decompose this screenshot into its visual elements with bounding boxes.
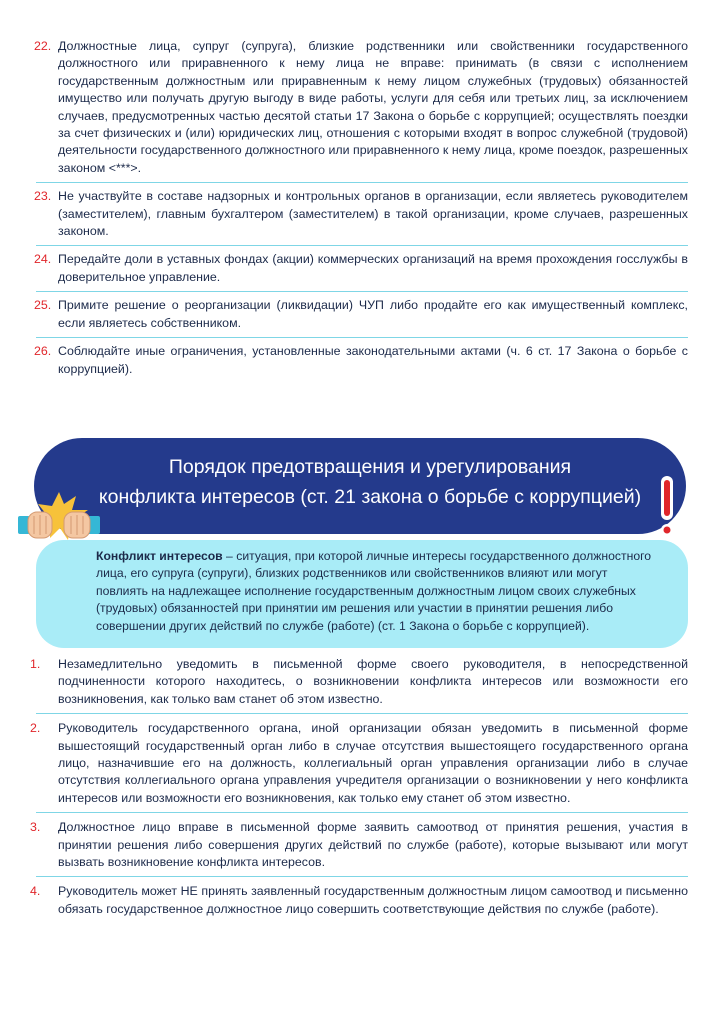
- item-number: 22.: [34, 39, 52, 53]
- item-number: 24.: [34, 252, 52, 267]
- item-number: 3.: [30, 820, 41, 835]
- item-text: Соблюдайте иные ограничения, установленные законодательными актами (ч. 6 ст. 17 Закона о борьбе с коррупцией).: [58, 344, 688, 376]
- item-number: 23.: [34, 189, 52, 204]
- item-text: Должностные лица, супруг (супруга), близкие родственники или свойственники государственного должностного или приравненного к нему лица не вправе: принимать (в связи с исполнением государственным должностным или приравненным к нему лицом служебных (трудовых) обязанностей имущество или получать другую выгоду в виде работы, услуги для себя или третьих лиц, за исключением случаев, предусмотренных частью десятой статьи 17 Закона о борьбе с коррупцией; осуществлять поездки за счет физических и (или) юридических лиц, отношения с которыми входят в вопрос служебной (трудовой) деятельности государственного должностного или приравненного к нему лица, кроме поездок, разрешенных законом <***>.: [58, 39, 688, 175]
- section-title-line-2: конфликта интересов (ст. 21 закона о борьбе с коррупцией): [98, 486, 642, 508]
- definition-body: – ситуация, при которой личные интересы государственного должностного лица, его супруга (супруги), близких родственников или свойственников влияют или могут повлиять на надлежащее исполнение государственным должностным лицом своих служебных (трудовых) обязанностей при принятии им решения или участии в принятии решения либо совершении других действий по службе (работе) (ст. 1 Закона о борьбе с коррупцией).: [96, 549, 652, 633]
- restrictions-list: [36, 38, 688, 388]
- section-title-line-1: Порядок предотвращения и урегулирования: [168, 456, 572, 478]
- list-item: [36, 38, 688, 183]
- item-text: Должностное лицо вправе в письменной форме заявить самоотвод от принятия решения, участия в принятии решения либо совершения других действий по службе (работе), которые вызывают или могут вызвать возникновение конфликта интересов.: [58, 820, 688, 870]
- list-item: [30, 883, 688, 923]
- list-item: [36, 251, 688, 292]
- section-title: [94, 452, 646, 512]
- item-number: 26.: [34, 344, 52, 359]
- list-item: [30, 656, 688, 714]
- item-text: Руководитель может НЕ принять заявленный государственным должностным лицом самоотвод и письменно обязать государственное должностное лицо совершить соответствующие действия по службе (работе).: [58, 884, 688, 916]
- list-item: [30, 819, 688, 877]
- item-number: 4.: [30, 884, 41, 899]
- exclamation-icon: [656, 476, 678, 538]
- list-item: [36, 343, 688, 383]
- item-text: Примите решение о реорганизации (ликвидации) ЧУП либо продайте его как имущественный комплекс, если являетесь собственником.: [58, 298, 688, 330]
- list-item: [36, 297, 688, 338]
- item-text: Руководитель государственного органа, иной организации обязан уведомить в письменной форме вышестоящий государственный орган либо в случае отсутствия вышестоящего государственного органа лицо, назначившие его на должность, коллегиальный орган управления организации либо в случае отсутствия коллегиального органа управления учредителя организации о возникновении у него конфликта интересов или возможности его возникновения, как только ему станет об этом известно.: [58, 721, 688, 805]
- definition-text: [96, 548, 652, 635]
- definition-term: Конфликт интересов: [96, 549, 223, 563]
- list-item: [30, 720, 688, 813]
- section-banner: [34, 438, 686, 534]
- fist-bump-icon: [16, 488, 102, 550]
- definition-box: [36, 540, 688, 648]
- item-number: 2.: [30, 721, 41, 736]
- item-number: 25.: [34, 298, 52, 313]
- conflict-procedure-list: [30, 656, 688, 929]
- item-text: Не участвуйте в составе надзорных и контрольных органов в организации, если являетесь руководителем (заместителем), главным бухгалтером (заместителем) в такой организации, кроме случаев, разрешенных законом.: [58, 189, 688, 239]
- item-number: 1.: [30, 657, 41, 671]
- item-text: Незамедлительно уведомить в письменной форме своего руководителя, в непосредственной подчиненности которого находитесь, о возникновении конфликта интересов или возможности его возникновения, как только вам станет об этом известно.: [58, 657, 688, 706]
- list-item: [36, 188, 688, 246]
- item-text: Передайте доли в уставных фондах (акции) коммерческих организаций на время прохождения госслужбы в доверительное управление.: [58, 252, 688, 284]
